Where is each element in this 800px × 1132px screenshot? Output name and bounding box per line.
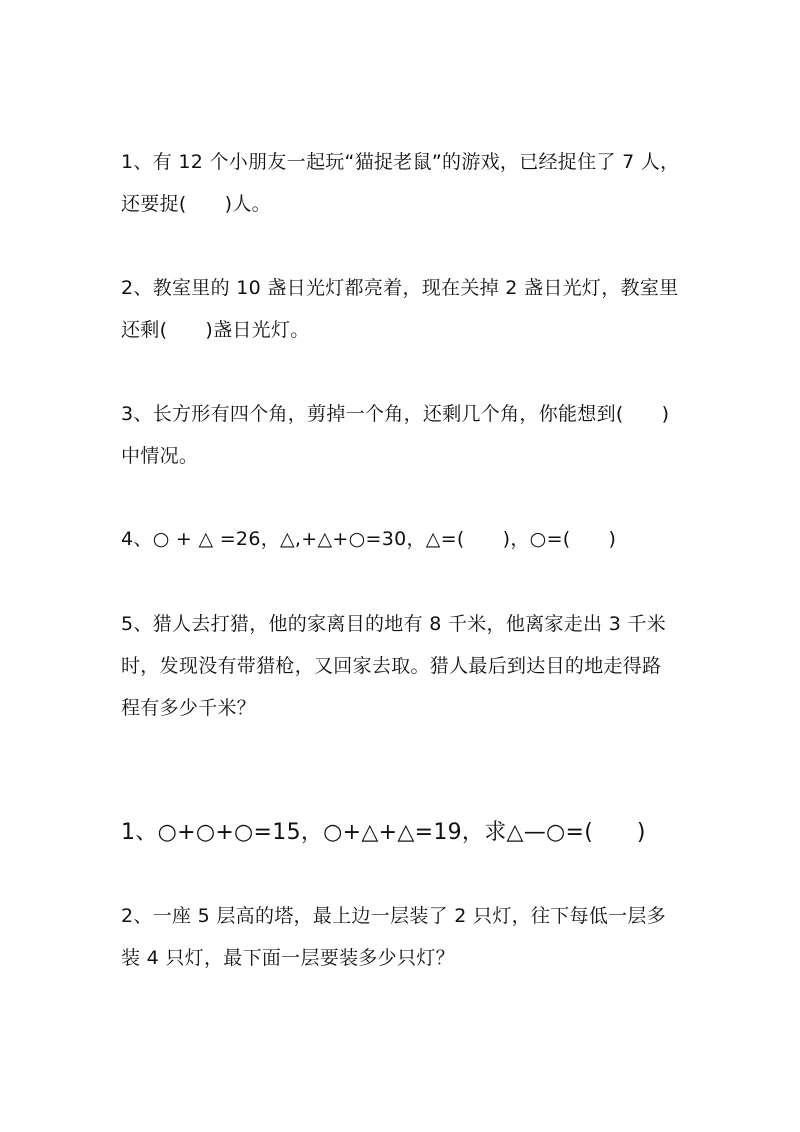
question-4-line-1: 4、○ + △ =26，△,+△+○=30，△=( )，○=( )	[121, 528, 617, 550]
question-3-line-2: 中情况。	[121, 445, 199, 467]
part2-question-2-line-2: 装 4 只灯，最下面一层要装多少只灯？	[121, 947, 455, 969]
question-3-line-1: 3、长方形有四个角，剪掉一个角，还剩几个角，你能想到( )	[121, 403, 670, 425]
part2-question-2-line-1: 2、一座 5 层高的塔，最上边一层装了 2 只灯，往下每低一层多	[121, 905, 667, 927]
question-5-line-1: 5、猎人去打猎，他的家离目的地有 8 千米，他离家走出 3 千米	[121, 613, 667, 635]
question-2-line-1: 2、教室里的 10 盏日光灯都亮着，现在关掉 2 盏日光灯，教室里	[121, 277, 679, 299]
question-5-line-2: 时，发现没有带猎枪，又回家去取。猎人最后到达目的地走得路	[121, 655, 662, 677]
question-5-line-3: 程有多少千米？	[121, 697, 257, 719]
question-2-line-2: 还剩( )盏日光灯。	[121, 319, 310, 341]
part2-question-1-line-1: 1、○+○+○=15，○+△+△=19，求△—○=( )	[121, 820, 646, 845]
question-1-line-2: 还要捉( )人。	[121, 193, 271, 215]
question-1-line-1: 1、有 12 个小朋友一起玩“猫捉老鼠”的游戏，已经捉住了 7 人，	[121, 151, 680, 173]
